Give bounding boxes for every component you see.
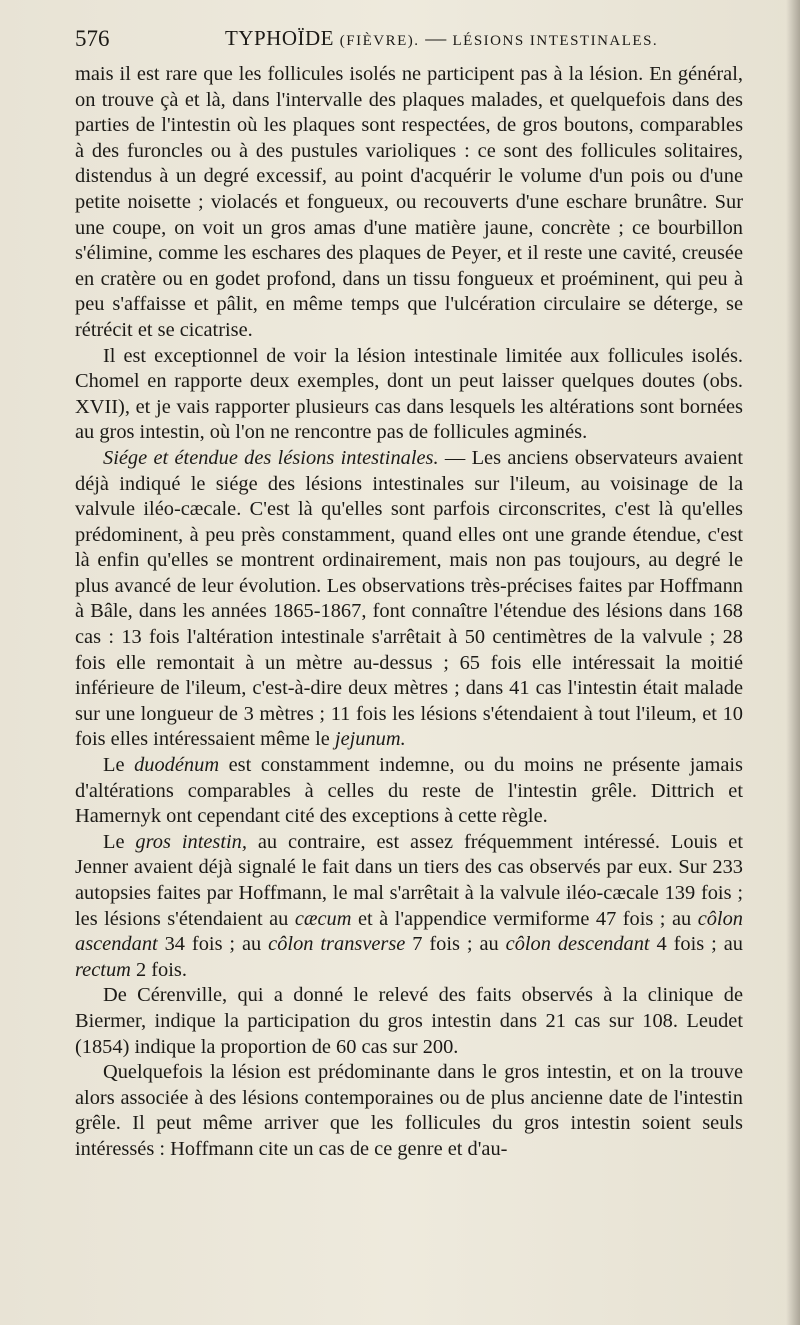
page-number: 576 bbox=[75, 26, 110, 51]
paragraph bbox=[75, 830, 743, 984]
italic-text: jejunum. bbox=[334, 728, 406, 751]
italic-text: gros intestin, bbox=[135, 830, 247, 853]
running-title-dash: — bbox=[425, 26, 447, 50]
italic-text: côlon ascendant bbox=[75, 907, 743, 956]
page-edge-shadow bbox=[786, 0, 800, 1325]
running-title bbox=[225, 26, 658, 51]
body-text bbox=[75, 62, 743, 1163]
italic-text: cæcum bbox=[294, 907, 352, 930]
running-header bbox=[75, 22, 743, 62]
paragraph bbox=[75, 446, 743, 753]
paragraph bbox=[75, 62, 743, 344]
text-run: et à l'appendice vermiforme 47 fois ; au bbox=[351, 907, 698, 930]
paragraph bbox=[75, 1060, 743, 1162]
text-run: — Les anciens observateurs avaient déjà indiqué le siége des lésions intestinales sur l'ileum, au voisinage de la valvule iléo-cæcale. C'est là qu'elles sont parfois circonscrites, c'est là qu'elles prédominent, à peu près constamment, quand elles ont une grande étendue, c'est là enfin qu'elles se montrent ordinairement, mais non pas toujours, au degré le plus avancé de leur évolution. Les observations très-précises faites par Hoffmann à Bâle, dans les années 1865-1867, font connaître l'étendue des lésions dans 168 cas : 13 fois l'altération intestinale s'arrêtait à 50 centimètres de la valvule ; 28 fois elle remontait à un mètre au-dessus ; 65 fois elle intéressait la moitié inférieure de l'ileum, c'est-à-dire deux mètres ; dans 41 cas l'intestin était malade sur une longueur de 3 mètres ; 11 fois les lésions s'étendaient à tout l'ileum, et 10 fois elles intéressaient même le bbox=[75, 446, 743, 751]
text-run: 4 fois ; au bbox=[649, 933, 743, 956]
text-run: 34 fois ; au bbox=[157, 933, 269, 956]
text-run: au contraire, est assez fréquemment intéressé. Louis et Jenner avaient déjà signalé le fait dans un tiers des cas observés par eux. Sur 233 autopsies faites par Hoffmann, le mal s'arrêtait à la valvule iléo-cæcale 139 fois ; les lésions s'étendaient au bbox=[75, 830, 743, 930]
running-title-main: TYPHOÏDE bbox=[225, 26, 334, 50]
text-run: Le bbox=[103, 754, 135, 777]
paragraph bbox=[75, 753, 743, 830]
text-run: 2 fois. bbox=[130, 958, 187, 981]
paragraph bbox=[75, 983, 743, 1060]
text-run: Quelquefois la lésion est prédominante dans le gros intestin, et on la trouve alors associée à des lésions contemporaines ou de plus ancienne date de l'intestin grêle. Il peut même arriver que les follicules du gros intestin soient seuls intéressés : Hoffmann cite un cas de ce genre et d'au- bbox=[75, 1061, 743, 1160]
italic-text: rectum bbox=[75, 958, 131, 981]
running-title-section: LÉSIONS INTESTINALES. bbox=[452, 33, 659, 49]
italic-text: Siége et étendue des lésions intestinales. bbox=[103, 446, 439, 469]
text-run: De Cérenville, qui a donné le relevé des faits observés à la clinique de Biermer, indique la participation du gros intestin dans 21 cas sur 108. Leudet (1854) indique la proportion de 60 cas sur 200. bbox=[75, 984, 743, 1058]
text-run: est constamment indemne, ou du moins ne présente jamais d'altérations comparables à celles du reste de l'intestin grêle. Dittrich et Hamernyk ont cependant cité des exceptions à cette règle. bbox=[75, 754, 743, 828]
text-run: 7 fois ; au bbox=[405, 933, 506, 956]
text-run: mais il est rare que les follicules isolés ne participent pas à la lésion. En général, on trouve çà et là, dans l'intervalle des plaques malades, et quelquefois dans des parties de l'intestin où les plaques sont respectées, de gros boutons, comparables à des furoncles ou à des pustules varioliques : ce sont des follicules solitaires, distendus à un degré excessif, au point d'acquérir le volume d'un pois ou d'une petite noisette ; violacés et fongueux, ou recouverts d'une eschare brunâtre. Sur une coupe, on voit un gros amas d'une matière jaune, concrète ; ce bourbillon s'élimine, comme les eschares des plaques de Peyer, et il reste une cavité, creusée en cratère ou en godet profond, dans un tissu fongueux et proéminent, qui peu à peu s'affaisse et pâlit, en même temps que l'ulcération circulaire se déterge, se rétrécit et se cicatrise. bbox=[75, 63, 743, 341]
italic-text: côlon transverse bbox=[268, 933, 406, 956]
italic-text: duodénum bbox=[134, 754, 220, 777]
text-run: Le bbox=[103, 830, 136, 853]
paragraph bbox=[75, 344, 743, 446]
running-title-paren: (FIÈVRE). bbox=[339, 33, 420, 49]
text-run: Il est exceptionnel de voir la lésion intestinale limitée aux follicules isolés. Chomel en rapporte deux exemples, dont un peut laisser quelques doutes (obs. XVII), et je vais rapporter plusieurs cas dans lesquels les altérations sont bornées au gros intestin, où l'on ne rencontre pas de follicules agminés. bbox=[75, 344, 743, 444]
italic-text: côlon descendant bbox=[505, 933, 650, 956]
